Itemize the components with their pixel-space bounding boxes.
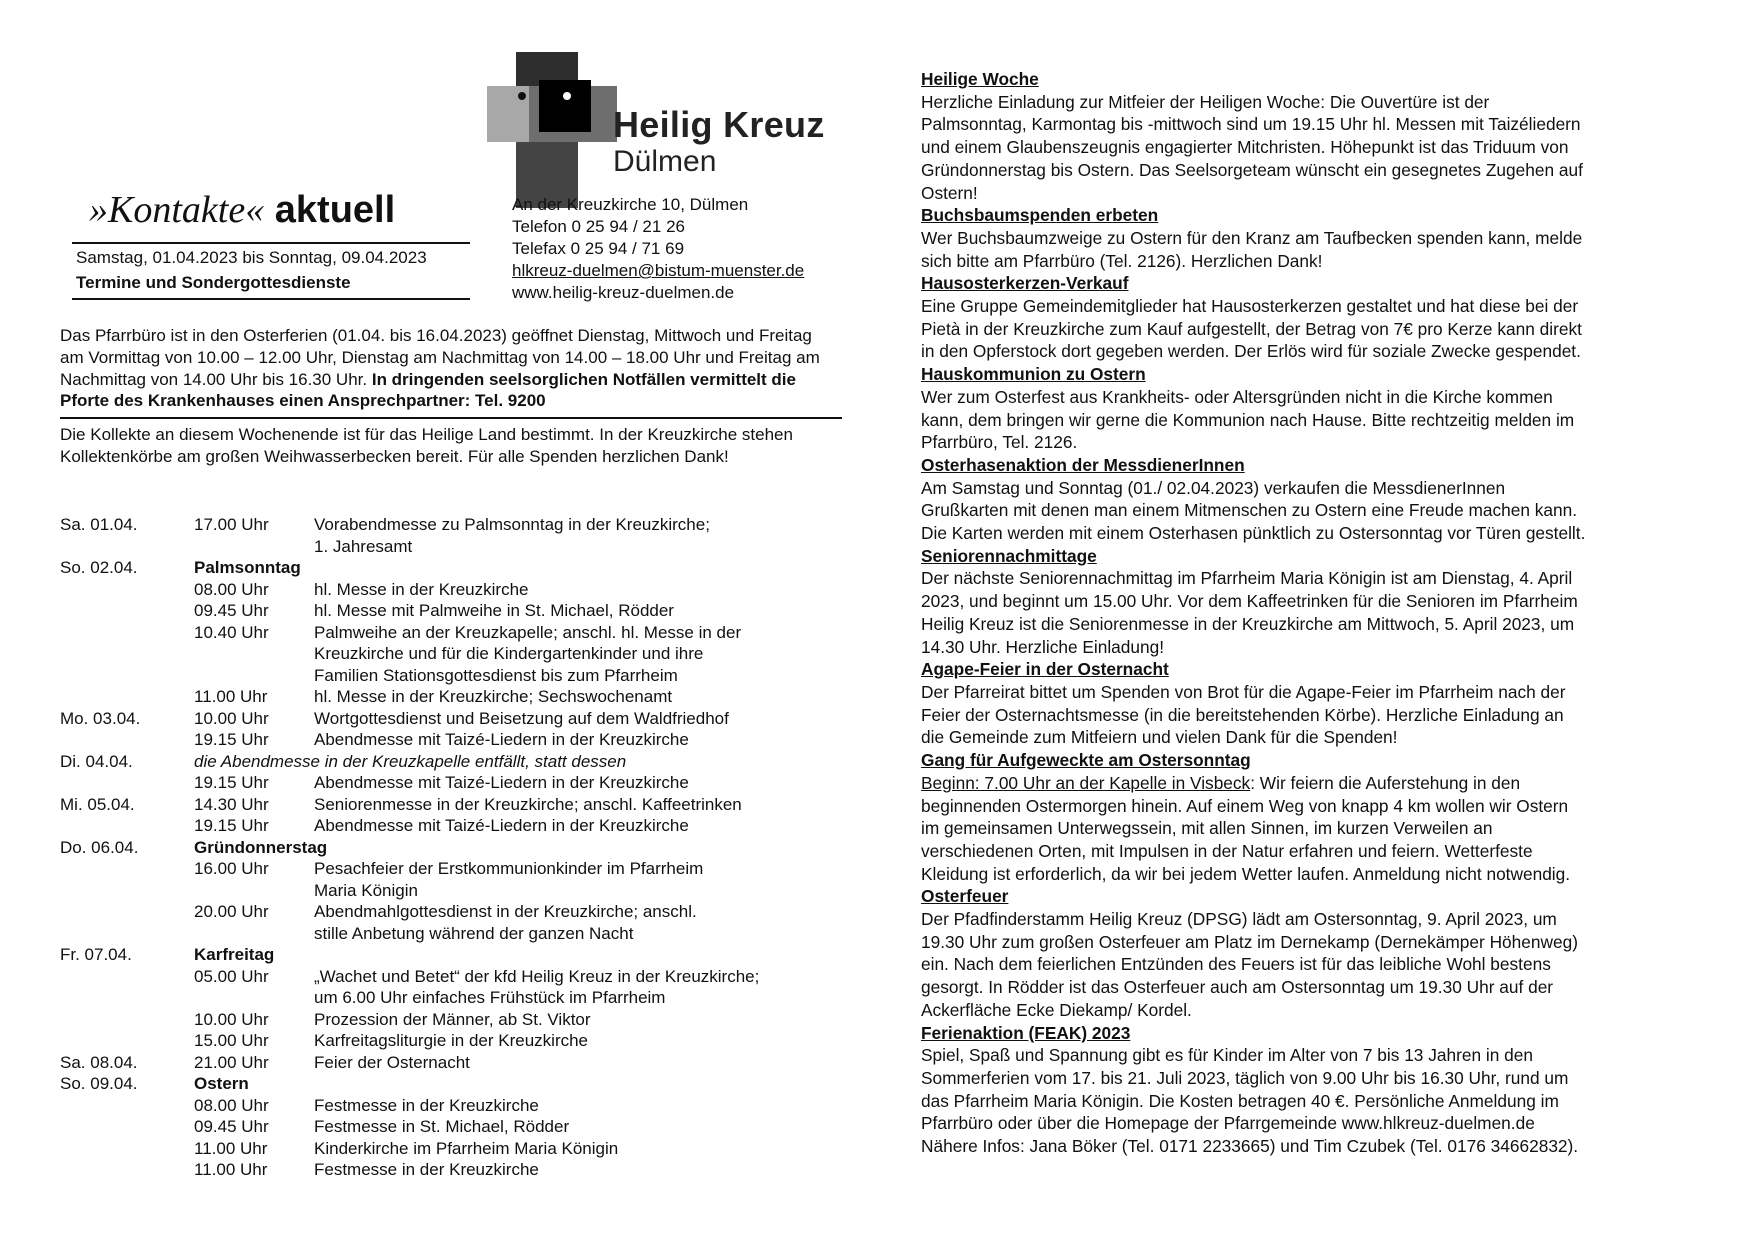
section-line: Heilig Kreuz ist die Seniorenmesse in der Kreuzkirche am Mittwoch, 5. April 2023, um — [921, 613, 1575, 634]
section-line: Herzliche Einladung zur Mitfeier der Heiligen Woche: Die Ouvertüre ist der — [921, 91, 1490, 112]
schedule-description: Abendmesse mit Taizé-Liedern in der Kreuzkirche — [314, 773, 689, 792]
section-line: Kleidung ist erforderlich, da wir bei jedem Wetter laufen. Anmeldung nicht notwendig. — [921, 863, 1571, 884]
announcement-section — [921, 749, 1701, 885]
schedule-row — [60, 880, 840, 902]
section-line: Am Samstag und Sonntag (01./ 02.04.2023) verkaufen die MessdienerInnen — [921, 477, 1506, 498]
section-line: 19.30 Uhr zum großen Osterfeuer am Platz im Dernekamp (Dernekämper Höhenweg) — [921, 931, 1578, 952]
schedule-row — [60, 794, 840, 816]
contact-address: An der Kreuzkirche 10, Dülmen — [512, 195, 749, 214]
section-title: Agape-Feier in der Osternacht — [921, 659, 1169, 680]
schedule-day: Do. 06.04. — [60, 837, 139, 857]
section-line — [921, 772, 1701, 795]
contact-phone: Telefon 0 25 94 / 21 26 — [512, 217, 685, 236]
section-title: Buchsbaumspenden erbeten — [921, 205, 1159, 226]
section-line: Die Karten werden mit einem Osterhasen pünktlich zu Ostersonntag vor Türen gestellt. — [921, 523, 1586, 544]
schedule-time: 20.00 Uhr — [194, 902, 269, 921]
announcement-section — [921, 272, 1701, 363]
section-title: Gang für Aufgeweckte am Ostersonntag — [921, 750, 1251, 771]
section-title: Heilige Woche — [921, 69, 1039, 89]
date-range: Samstag, 01.04.2023 bis Sonntag, 09.04.2023 — [76, 248, 427, 267]
schedule-description: Palmweihe an der Kreuzkapelle; anschl. hl. Messe in der — [314, 622, 742, 642]
schedule-time: 11.00 Uhr — [194, 1138, 268, 1158]
schedule-row — [60, 514, 840, 536]
schedule-description: um 6.00 Uhr einfaches Frühstück im Pfarrheim — [314, 988, 666, 1007]
schedule-description: hl. Messe in der Kreuzkirche; Sechswochenamt — [314, 687, 673, 706]
schedule-description: Festmesse in St. Michael, Rödder — [314, 1117, 570, 1136]
section-line: Palmsonntag, Karmontag bis -mittwoch sind um 19.15 Uhr hl. Messen mit Taizéliedern — [921, 114, 1581, 135]
section-title: Ferienaktion (FEAK) 2023 — [921, 1022, 1131, 1043]
schedule-description: Abendmesse mit Taizé-Liedern in der Kreuzkirche — [314, 816, 689, 835]
schedule-day: Fr. 07.04. — [60, 945, 132, 964]
schedule-row — [60, 579, 840, 601]
section-title: Seniorennachmittage — [921, 545, 1097, 566]
schedule-row — [60, 557, 840, 579]
schedule-row — [60, 1073, 840, 1095]
section-line: kann, dem bringen wir gerne die Kommunion nach Hause. Bitte rechtzeitig melden im — [921, 409, 1575, 430]
announcement-section — [921, 545, 1701, 659]
schedule-description: Karfreitagsliturgie in der Kreuzkirche — [314, 1031, 589, 1050]
masthead-bottom-rule — [72, 298, 470, 300]
schedule-time: 17.00 Uhr — [194, 515, 269, 534]
announcement-section — [921, 454, 1701, 545]
schedule-description: Festmesse in der Kreuzkirche — [314, 1095, 539, 1115]
schedule-description: „Wachet und Betet“ der kfd Heilig Kreuz in der Kreuzkirche; — [314, 966, 760, 986]
schedule-row — [60, 643, 840, 665]
parish-logo-icon — [487, 52, 617, 208]
section-line: Nähere Infos: Jana Böker (Tel. 0171 2233665) und Tim Czubek (Tel. 0176 34662832). — [921, 1136, 1579, 1157]
pfarrbuero-notice — [60, 325, 840, 412]
schedule-row — [60, 686, 840, 708]
schedule-row — [60, 729, 840, 751]
schedule-list — [60, 514, 840, 1181]
schedule-time: 10.40 Uhr — [194, 622, 269, 642]
pfarrbuero-text: Das Pfarrbüro ist in den Osterferien (01.04. bis 16.04.2023) geöffnet Dienstag, Mittwoch und Freitag am Vormittag von 10.00 – 12.00 Uhr, Dienstag am Nachmittag von 14.00 – 18.00 Uhr und Freitag am Nachmittag von 14.00 Uhr bis 16.30 Uhr. — [60, 326, 820, 389]
schedule-row — [60, 708, 840, 730]
schedule-row — [60, 1116, 840, 1138]
schedule-day: Mi. 05.04. — [60, 794, 135, 814]
schedule-day: Sa. 08.04. — [60, 1052, 138, 1072]
section-line: Grußkarten mit denen man einem Mitmenschen zu Ostern eine Freude machen kann. — [921, 500, 1578, 521]
schedule-row — [60, 923, 840, 945]
schedule-description: 1. Jahresamt — [314, 536, 413, 556]
announcement-section — [921, 658, 1701, 749]
schedule-time: 19.15 Uhr — [194, 816, 269, 835]
schedule-description: Pesachfeier der Erstkommunionkinder im Pfarrheim — [314, 859, 704, 878]
section-line: Wer Buchsbaumzweige zu Ostern für den Kranz am Taufbecken spenden kann, melde — [921, 227, 1583, 248]
section-line: Pietà in der Kreuzkirche zum Kauf aufgestellt, der Betrag von 7€ pro Kerze kann direkt — [921, 318, 1582, 339]
logo-name: Heilig Kreuz — [613, 104, 825, 145]
schedule-description: Familien Stationsgottesdienst bis zum Pfarrheim — [314, 665, 678, 685]
schedule-description: Seniorenmesse in der Kreuzkirche; anschl. Kaffeetrinken — [314, 794, 742, 814]
schedule-time: 19.15 Uhr — [194, 773, 269, 792]
contact-fax: Telefax 0 25 94 / 71 69 — [512, 239, 685, 258]
schedule-description: Maria Königin — [314, 880, 418, 900]
section-line: Wer zum Osterfest aus Krankheits- oder Altersgründen nicht in die Kirche kommen — [921, 386, 1553, 407]
schedule-description: Abendmahlgottesdienst in der Kreuzkirche; anschl. — [314, 902, 697, 921]
section-line: Sommerferien vom 17. bis 21. Juli 2023, täglich von 9.00 Uhr bis 16.30 Uhr, rund um — [921, 1067, 1569, 1088]
section-line: Spiel, Spaß und Spannung gibt es für Kinder im Alter von 7 bis 13 Jahren in den — [921, 1045, 1533, 1066]
schedule-description: Vorabendmesse zu Palmsonntag in der Kreuzkirche; — [314, 515, 710, 534]
section-line: in den Opferstock dort gegeben werden. Der Erlös wird für soziale Zwecke gespendet. — [921, 341, 1581, 362]
schedule-row — [60, 837, 840, 859]
schedule-time: 14.30 Uhr — [194, 794, 269, 814]
contact-block — [512, 194, 804, 304]
schedule-row — [60, 1095, 840, 1117]
section-title: Osterhasenaktion der MessdienerInnen — [921, 454, 1245, 475]
schedule-row — [60, 1138, 840, 1160]
section-line: Gründonnerstag bis Ostern. Das Seelsorgeteam wünscht ein gesegnetes Zugehen auf — [921, 159, 1583, 180]
schedule-day: Di. 04.04. — [60, 751, 133, 771]
schedule-description: Abendmesse mit Taizé-Liedern in der Kreuzkirche — [314, 730, 689, 749]
logo-city: Dülmen — [613, 145, 717, 178]
schedule-row — [60, 665, 840, 687]
schedule-description: hl. Messe mit Palmweihe in St. Michael, Rödder — [314, 601, 674, 620]
announcement-section — [921, 363, 1701, 454]
announcement-section — [921, 68, 1701, 204]
section-title: Hausosterkerzen-Verkauf — [921, 273, 1129, 294]
schedule-time: 05.00 Uhr — [194, 966, 269, 986]
schedule-description: Prozession der Männer, ab St. Viktor — [314, 1009, 591, 1029]
schedule-row — [60, 901, 840, 923]
section-line: Ackerfläche Ecke Diekamp/ Kordel. — [921, 999, 1192, 1020]
section-line: ein. Nach dem feierlichen Entzünden des Feuers ist für das leibliche Wohl bestens — [921, 954, 1551, 975]
section-title: Osterfeuer — [921, 886, 1009, 907]
masthead-title-part1: »Kontakte« — [89, 189, 265, 231]
schedule-day: Mo. 03.04. — [60, 708, 141, 728]
section-line: sich bitte am Pfarrbüro (Tel. 2126). Herzlichen Dank! — [921, 250, 1323, 271]
schedule-time: 09.45 Uhr — [194, 601, 269, 620]
contact-email-link[interactable]: hlkreuz-duelmen@bistum-muenster.de — [512, 261, 805, 280]
section-line: verschiedenen Orten, mit Impulsen in der Natur erfahren und feiern. Wetterfeste — [921, 840, 1533, 861]
schedule-day: So. 02.04. — [60, 558, 138, 577]
schedule-feast-heading: Ostern — [194, 1074, 249, 1093]
schedule-row — [60, 536, 840, 558]
schedule-feast-heading: Palmsonntag — [194, 558, 301, 577]
schedule-row — [60, 1159, 840, 1181]
schedule-day: So. 09.04. — [60, 1074, 138, 1093]
kollekte-notice: Die Kollekte an diesem Wochenende ist für das Heilige Land bestimmt. In der Kreuzkirche stehen Kollektenkörbe am großen Weihwasserbecken bereit. Für alle Spenden herzlichen Dank! — [60, 425, 793, 466]
section-line: beginnenden Ostermorgen hinein. Auf einem Weg von knapp 4 km wollen wir Ostern — [921, 795, 1569, 816]
schedule-row — [60, 1009, 840, 1031]
schedule-row — [60, 944, 840, 966]
announcement-section — [921, 1022, 1701, 1158]
section-line: Pfarrbüro oder über die Homepage der Pfarrgemeinde www.hlkreuz-duelmen.de — [921, 1113, 1535, 1134]
section-lead: Beginn: 7.00 Uhr an der Kapelle in Visbeck — [921, 772, 1251, 793]
section-line: Der Pfarreirat bittet um Spenden von Brot für die Agape-Feier im Pfarrheim nach der — [921, 681, 1566, 702]
schedule-row — [60, 1030, 840, 1052]
notice-divider — [60, 417, 842, 419]
schedule-time: 11.00 Uhr — [194, 1160, 268, 1179]
schedule-row — [60, 622, 840, 644]
schedule-description: Kinderkirche im Pfarrheim Maria Königin — [314, 1138, 619, 1158]
announcement-section — [921, 204, 1701, 272]
schedule-time: 08.00 Uhr — [194, 1095, 269, 1115]
schedule-time: 08.00 Uhr — [194, 579, 269, 599]
schedule-description: Kreuzkirche und für die Kindergartenkinder und ihre — [314, 644, 704, 663]
schedule-row — [60, 815, 840, 837]
section-line: Pfarrbüro, Tel. 2126. — [921, 432, 1078, 453]
pfarrbuero-emergency: In dringenden seelsorglichen Notfällen vermittelt die Pforte des Krankenhauses einen Ansprechpartner: Tel. 9200 — [60, 369, 796, 411]
section-title: Hauskommunion zu Ostern — [921, 364, 1146, 385]
schedule-time: 15.00 Uhr — [194, 1031, 269, 1050]
section-line: Eine Gruppe Gemeindemitglieder hat Hausosterkerzen gestaltet und hat diese bei der — [921, 296, 1579, 317]
schedule-description: hl. Messe in der Kreuzkirche — [314, 579, 529, 599]
section-line: 2023, und beginnt um 15.00 Uhr. Vor dem Kaffeetrinken für die Senioren im Pfarrheim — [921, 591, 1578, 612]
schedule-time: 10.00 Uhr — [194, 1009, 269, 1029]
schedule-time: 11.00 Uhr — [194, 687, 268, 706]
announcement-sections — [921, 68, 1701, 1158]
schedule-time: 19.15 Uhr — [194, 730, 269, 749]
section-line: Ostern! — [921, 182, 978, 203]
schedule-row — [60, 751, 840, 773]
schedule-description: Feier der Osternacht — [314, 1052, 470, 1072]
section-line: im gemeinsamen Unterwegssein, mit allen Sinnen, im kurzen Verweilen an — [921, 818, 1493, 839]
section-line-text: : Wir feiern die Auferstehung in den — [1250, 772, 1521, 793]
masthead-top-rule — [72, 242, 470, 244]
schedule-row — [60, 772, 840, 794]
schedule-time: 16.00 Uhr — [194, 859, 269, 878]
section-line: Feier der Osternachtsmesse (in die bereitstehenden Körbe). Herzliche Einladung an — [921, 704, 1564, 725]
masthead-title — [89, 188, 395, 232]
schedule-feast-heading: Gründonnerstag — [194, 837, 328, 857]
masthead-subtitle: Termine und Sondergottesdienste — [76, 273, 351, 292]
schedule-description: stille Anbetung während der ganzen Nacht — [314, 923, 634, 943]
section-line: 14.30 Uhr. Herzliche Einladung! — [921, 636, 1165, 657]
masthead-title-part2: aktuell — [274, 189, 396, 231]
section-line: und einem Glaubenszeugnis engagierter Mitchristen. Höhepunkt ist das Triduum von — [921, 137, 1569, 158]
schedule-row — [60, 858, 840, 880]
section-line: das Pfarrheim Maria Königin. Die Kosten betragen 40 €. Persönliche Anmeldung im — [921, 1090, 1559, 1111]
section-line: Der Pfadfinderstamm Heilig Kreuz (DPSG) lädt am Ostersonntag, 9. April 2023, um — [921, 909, 1557, 930]
schedule-note: die Abendmesse in der Kreuzkapelle entfällt, statt dessen — [194, 751, 627, 771]
section-line: gesorgt. In Rödder ist das Osterfeuer auch am Ostersonntag um 19.30 Uhr auf der — [921, 977, 1554, 998]
schedule-description: Festmesse in der Kreuzkirche — [314, 1160, 539, 1179]
schedule-row — [60, 600, 840, 622]
schedule-time: 21.00 Uhr — [194, 1052, 269, 1072]
schedule-row — [60, 987, 840, 1009]
section-line: Der nächste Seniorennachmittag im Pfarrheim Maria Königin ist am Dienstag, 4. April — [921, 568, 1573, 589]
schedule-time: 09.45 Uhr — [194, 1117, 269, 1136]
schedule-time: 10.00 Uhr — [194, 708, 269, 728]
announcement-section — [921, 885, 1701, 1021]
contact-website-link[interactable]: www.heilig-kreuz-duelmen.de — [512, 283, 735, 302]
schedule-feast-heading: Karfreitag — [194, 945, 275, 964]
section-line: die Gemeinde zum Mitfeiern und vielen Dank für die Spenden! — [921, 727, 1398, 748]
schedule-row — [60, 1052, 840, 1074]
schedule-day: Sa. 01.04. — [60, 515, 138, 534]
schedule-description: Wortgottesdienst und Beisetzung auf dem Waldfriedhof — [314, 708, 729, 728]
schedule-row — [60, 966, 840, 988]
